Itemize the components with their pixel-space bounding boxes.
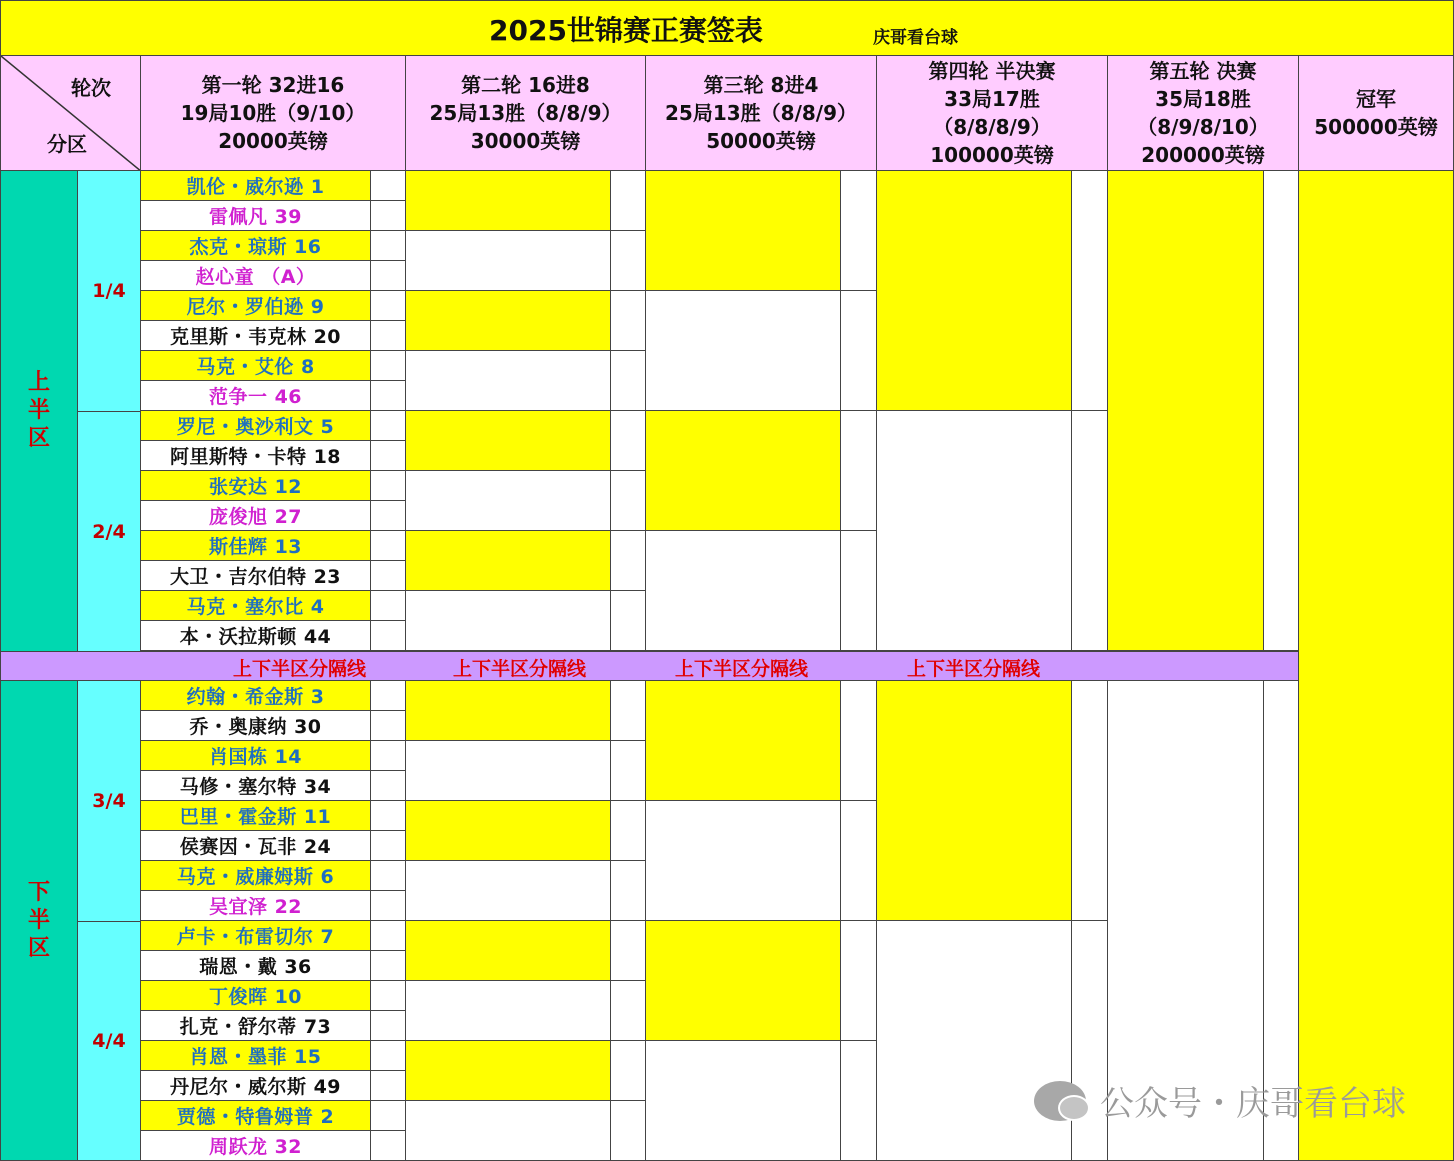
- divider-label-3: 上下半区分隔线: [675, 657, 809, 680]
- player-score-cell: [370, 170, 406, 201]
- round-2-slot: [405, 980, 611, 1041]
- round-2-slot: [405, 230, 611, 291]
- player-score-cell: [370, 1010, 406, 1041]
- player-score-cell: [370, 560, 406, 591]
- player-name: 马克・塞尔比 4: [140, 590, 371, 621]
- player-score-cell: [370, 1070, 406, 1101]
- player-name: 马修・塞尔特 34: [140, 770, 371, 801]
- player-score-cell: [370, 200, 406, 231]
- player-name: 侯赛因・瓦非 24: [140, 830, 371, 861]
- author-label: 庆哥看台球: [873, 28, 958, 48]
- round-2-slot: [405, 920, 611, 981]
- player-name: 范争一 46: [140, 380, 371, 411]
- round-3-score-cell: [840, 920, 877, 1041]
- player-score-cell: [370, 290, 406, 321]
- quarter-2-label: 2/4: [77, 411, 141, 652]
- player-name: 巴里・霍金斯 11: [140, 800, 371, 831]
- player-score-cell: [370, 410, 406, 441]
- round-3-score-cell: [840, 800, 877, 921]
- player-score-cell: [370, 1040, 406, 1071]
- round-3-header: 第三轮 8进4 25局13胜（8/8/9） 50000英镑: [645, 55, 877, 171]
- round-4-header: 第四轮 半决赛 33局17胜 （8/8/8/9） 100000英镑: [876, 55, 1108, 171]
- half-divider: [0, 651, 1299, 681]
- player-score-cell: [370, 260, 406, 291]
- player-score-cell: [370, 1100, 406, 1131]
- champion-header: 冠军 500000英镑: [1298, 55, 1454, 171]
- player-name: 周跃龙 32: [140, 1130, 371, 1161]
- round-3-slot: [645, 410, 841, 531]
- watermark: [1034, 1076, 1406, 1125]
- round-2-slot: [405, 530, 611, 591]
- round-2-score-cell: [610, 170, 646, 231]
- round-label: 轮次: [71, 76, 111, 100]
- round-1-header: 第一轮 32进16 19局10胜（9/10） 20000英镑: [140, 55, 406, 171]
- player-name: 赵心童 （A）: [140, 260, 371, 291]
- player-score-cell: [370, 740, 406, 771]
- player-score-cell: [370, 710, 406, 741]
- player-score-cell: [370, 380, 406, 411]
- round-4-slot: [876, 170, 1072, 411]
- player-name: 张安达 12: [140, 470, 371, 501]
- page-title: 2025世锦赛正赛签表: [489, 14, 763, 47]
- round-2-slot: [405, 410, 611, 471]
- player-score-cell: [370, 1130, 406, 1161]
- player-name: 大卫・吉尔伯特 23: [140, 560, 371, 591]
- round-2-slot: [405, 290, 611, 351]
- round-2-score-cell: [610, 410, 646, 471]
- player-score-cell: [370, 230, 406, 261]
- player-score-cell: [370, 770, 406, 801]
- round-2-score-cell: [610, 470, 646, 531]
- player-score-cell: [370, 950, 406, 981]
- round-2-score-cell: [610, 1040, 646, 1101]
- round-4-score-cell: [1071, 680, 1108, 921]
- divider-label-2: 上下半区分隔线: [453, 657, 587, 680]
- round-2-score-cell: [610, 980, 646, 1041]
- round-2-score-cell: [610, 740, 646, 801]
- round-2-score-cell: [610, 1100, 646, 1161]
- divider-label-1: 上下半区分隔线: [233, 657, 367, 680]
- round-2-score-cell: [610, 920, 646, 981]
- player-name: 雷佩凡 39: [140, 200, 371, 231]
- player-score-cell: [370, 830, 406, 861]
- round-2-slot: [405, 740, 611, 801]
- player-score-cell: [370, 350, 406, 381]
- round-3-score-cell: [840, 1040, 877, 1161]
- round-2-score-cell: [610, 290, 646, 351]
- round-2-slot: [405, 1040, 611, 1101]
- player-score-cell: [370, 920, 406, 951]
- player-name: 本・沃拉斯顿 44: [140, 620, 371, 651]
- player-name: 尼尔・罗伯逊 9: [140, 290, 371, 321]
- quarter-1-label: 1/4: [77, 170, 141, 412]
- title-bar: [0, 0, 1454, 56]
- quarter-4-label: 4/4: [77, 921, 141, 1161]
- player-score-cell: [370, 500, 406, 531]
- player-name: 瑞恩・戴 36: [140, 950, 371, 981]
- round-3-score-cell: [840, 290, 877, 411]
- quarter-3-label: 3/4: [77, 680, 141, 922]
- player-name: 庞俊旭 27: [140, 500, 371, 531]
- top-half-label: 上 半 区: [0, 170, 78, 652]
- round-3-score-cell: [840, 680, 877, 801]
- player-name: 斯佳辉 13: [140, 530, 371, 561]
- player-name: 马克・艾伦 8: [140, 350, 371, 381]
- round-2-score-cell: [610, 800, 646, 861]
- round-2-score-cell: [610, 530, 646, 591]
- round-3-slot: [645, 1040, 841, 1161]
- round-2-score-cell: [610, 590, 646, 651]
- round-2-header: 第二轮 16进8 25局13胜（8/8/9） 30000英镑: [405, 55, 646, 171]
- player-name: 罗尼・奥沙利文 5: [140, 410, 371, 441]
- watermark-text: 公众号・庆哥看台球: [1100, 1084, 1406, 1124]
- round-2-slot: [405, 470, 611, 531]
- player-name: 丹尼尔・威尔斯 49: [140, 1070, 371, 1101]
- player-score-cell: [370, 530, 406, 561]
- round-2-score-cell: [610, 350, 646, 411]
- player-score-cell: [370, 800, 406, 831]
- round-2-slot: [405, 860, 611, 921]
- player-name: 贾德・特鲁姆普 2: [140, 1100, 371, 1131]
- round-2-score-cell: [610, 860, 646, 921]
- round-2-slot: [405, 800, 611, 861]
- player-score-cell: [370, 320, 406, 351]
- bottom-half-label: 下 半 区: [0, 680, 78, 1161]
- player-score-cell: [370, 590, 406, 621]
- round-2-score-cell: [610, 680, 646, 741]
- player-name: 凯伦・威尔逊 1: [140, 170, 371, 201]
- round-5-header: 第五轮 决赛 35局18胜 （8/9/8/10） 200000英镑: [1107, 55, 1299, 171]
- corner-header: [0, 55, 141, 171]
- player-score-cell: [370, 470, 406, 501]
- round-5-slot: [1107, 170, 1264, 651]
- player-name: 克里斯・韦克林 20: [140, 320, 371, 351]
- player-name: 丁俊晖 10: [140, 980, 371, 1011]
- round-2-slot: [405, 590, 611, 651]
- player-name: 卢卡・布雷切尔 7: [140, 920, 371, 951]
- round-2-slot: [405, 170, 611, 231]
- wechat-icon: [1034, 1081, 1086, 1121]
- round-2-slot: [405, 1100, 611, 1161]
- round-3-score-cell: [840, 170, 877, 291]
- player-score-cell: [370, 440, 406, 471]
- player-name: 吴宜泽 22: [140, 890, 371, 921]
- player-name: 约翰・希金斯 3: [140, 680, 371, 711]
- player-name: 扎克・舒尔蒂 73: [140, 1010, 371, 1041]
- section-label: 分区: [47, 132, 87, 156]
- round-4-slot: [876, 680, 1072, 921]
- round-4-score-cell: [1071, 170, 1108, 411]
- round-3-slot: [645, 170, 841, 291]
- player-score-cell: [370, 860, 406, 891]
- round-3-slot: [645, 920, 841, 1041]
- round-4-slot: [876, 410, 1072, 651]
- round-3-slot: [645, 290, 841, 411]
- round-3-score-cell: [840, 410, 877, 531]
- round-4-score-cell: [1071, 410, 1108, 651]
- player-name: 肖恩・墨菲 15: [140, 1040, 371, 1071]
- round-3-slot: [645, 800, 841, 921]
- divider-label-4: 上下半区分隔线: [907, 657, 1041, 680]
- round-2-score-cell: [610, 230, 646, 291]
- player-score-cell: [370, 680, 406, 711]
- player-name: 杰克・琼斯 16: [140, 230, 371, 261]
- round-2-slot: [405, 350, 611, 411]
- player-name: 马克・威廉姆斯 6: [140, 860, 371, 891]
- player-name: 肖国栋 14: [140, 740, 371, 771]
- round-2-slot: [405, 680, 611, 741]
- round-3-slot: [645, 530, 841, 651]
- round-5-score-cell: [1263, 170, 1299, 651]
- player-name: 乔・奥康纳 30: [140, 710, 371, 741]
- player-score-cell: [370, 980, 406, 1011]
- round-3-score-cell: [840, 530, 877, 651]
- player-score-cell: [370, 620, 406, 651]
- player-score-cell: [370, 890, 406, 921]
- round-3-slot: [645, 680, 841, 801]
- champion-slot: [1298, 170, 1454, 1161]
- player-name: 阿里斯特・卡特 18: [140, 440, 371, 471]
